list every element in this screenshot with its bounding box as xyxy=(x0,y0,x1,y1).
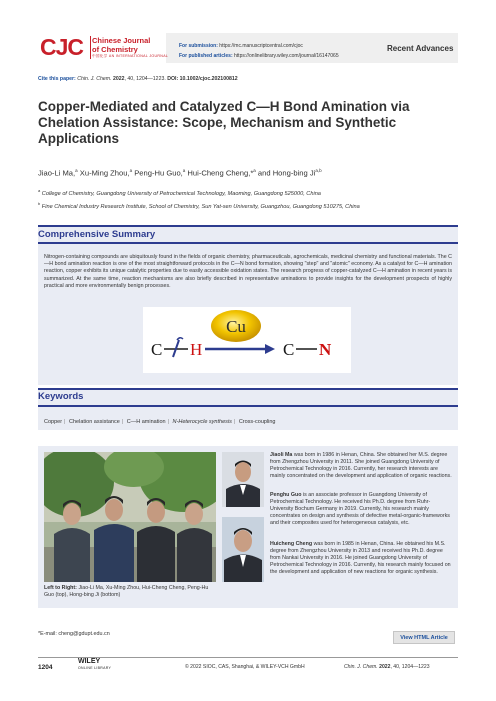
bio-jiaoli-ma: Jiaoli Ma was born in 1986 in Henan, China. She obtained her M.S. degree from Zhengzhou University in 2011. She joined Guangdong University of Petrochemical Technology in 2016. Currently, her research interests are mainly concentrated on the development and application of organic reactions. xyxy=(270,452,452,480)
journal-logo-subtitle: 中国化学 AN INTERNATIONAL JOURNAL xyxy=(92,54,169,58)
submission-links: For submission: https://mc.manuscriptcentral.com/cjoc For published articles: https://onlinelibrary.wiley.com/journal/16147065 xyxy=(179,43,339,59)
graphical-abstract xyxy=(143,307,351,373)
keyword: Chelation assistance xyxy=(69,419,120,425)
keyword: N-Heterocycle synthesis xyxy=(172,419,232,425)
reactant-hydrogen: H xyxy=(190,340,203,359)
product-carbon: C xyxy=(283,340,295,359)
bio-penghu-guo: Penghu Guo is an associate professor in Guangdong University of Petrochemical Technology. He received his Ph.D. degree from Ruhr-University Bochum Germany in 2019. Currently, his research mainly concentrates on design and synthesis of defective metal-organic-frameworks and their composites used for heterogeneous catalysis, etc. xyxy=(270,492,450,527)
keywords-heading-rule xyxy=(38,405,458,407)
summary-heading: Comprehensive Summary xyxy=(38,229,156,240)
keywords-top-rule xyxy=(38,388,458,390)
footer-citation: Chin. J. Chem. 2022, 40, 1204—1223 xyxy=(344,664,430,670)
reaction-arrow-head xyxy=(265,344,275,354)
keyword-list: Copper | Chelation assistance | C—H amination | N-Heterocycle synthesis | Cross-coupling xyxy=(44,419,276,425)
keyword: Copper xyxy=(44,419,63,425)
keyword: C—H amination xyxy=(126,419,166,425)
summary-top-rule xyxy=(38,225,458,227)
summary-text: Nitrogen-containing compounds are ubiquitously found in the fields of organic chemistry, pharmaceuticals, agrochemicals, medicinal chemistry and functional materials. The C—H bond amination reaction is one of the most straightforward protocols in the C—N bond formation, showing "step" and "atomic" economy. As a catalyst for C—H amination reaction, copper exhibits its unique catalytic properties due to easily accessible oxidation states. The research progress of copper-catalyzed C—H amination in recent years is summarized. At the same time, reaction mechanisms are also briefly described in representative aminations to provide insights for the development prospects of highly practical and more environmentally benign processes. xyxy=(44,254,452,289)
keywords-heading: Keywords xyxy=(38,391,84,402)
wiley-logo: WILEY ONLINE LIBRARY xyxy=(78,658,112,670)
group-photo xyxy=(44,452,216,582)
affiliation-b: $^b$ Fine Chemical Industry Research Institute, School of Chemistry, Sun Yat-sen University, Guangzhou, Guangdong 510275, China xyxy=(38,200,360,210)
copyright: © 2022 SIOC, CAS, Shanghai, & WILEY-VCH GmbH xyxy=(185,664,305,670)
bio-huicheng-cheng: Huicheng Cheng was born in 1985 in Henan, China. He obtained his M.S. degree from Zhengzhou University in 2013 and received his Ph.D. degree from Nankai University in 2016. He joined Guangdong University of Petrochemical Technology in 2016. Currently, his research mainly focused on the development and application of new reactions for organic synthesis. xyxy=(270,541,451,576)
journal-logo-name: Chinese Journal of Chemistry xyxy=(92,36,151,54)
portrait-hong-bing-ji xyxy=(222,517,264,582)
affiliation-a: $^a$ College of Chemistry, Guangdong University of Petrochemical Technology, Maoming, Guangdong 525000, China xyxy=(38,188,321,197)
submission-link[interactable]: https://mc.manuscriptcentral.com/cjoc xyxy=(219,43,303,49)
view-html-button[interactable]: View HTML Article xyxy=(393,631,455,644)
corresponding-email[interactable]: *E-mail: cheng@gdupt.edu.cn xyxy=(38,631,110,637)
amination-scheme xyxy=(143,307,351,373)
author-list: Jiao-Li Ma,$^a$ Xu-Ming Zhou,$^a$ Peng-Hu Guo,$^a$ Hui-Cheng Cheng,*$^a$ and Hong-bing Ji$^{a,b}$ xyxy=(38,168,322,178)
keyword: Cross-coupling xyxy=(238,419,276,425)
citation-line: Cite this paper: Chin. J. Chem. 2022, 40, 1204—1223. DOI: 10.1002/cjoc.202100812 xyxy=(38,76,238,82)
product-nitrogen: N xyxy=(319,340,332,359)
doi[interactable]: DOI: 10.1002/cjoc.202100812 xyxy=(167,76,238,82)
summary-heading-rule xyxy=(38,242,458,244)
logo-divider xyxy=(90,36,91,59)
portrait-peng-hu-guo xyxy=(222,452,264,507)
reactant-carbon: C xyxy=(151,340,163,359)
section-label: Recent Advances xyxy=(387,44,454,53)
affiliations xyxy=(38,186,360,212)
photo-caption: Left to Right: Jiao-Li Ma, Xu-Ming Zhou, Hui-Cheng Cheng, Peng-Hu Guo (top), Hong-bing Ji (bottom) xyxy=(44,585,209,598)
article-title: Copper-Mediated and Catalyzed C—H Bond Amination via Chelation Assistance: Scope, Mechanism and Synthetic Applications xyxy=(38,99,410,146)
page-number: 1204 xyxy=(38,664,53,671)
journal-logo-abbr: CJC xyxy=(40,34,84,60)
catalyst-label: Cu xyxy=(226,317,246,336)
published-articles-link[interactable]: https://onlinelibrary.wiley.com/journal/16147065 xyxy=(234,53,339,59)
